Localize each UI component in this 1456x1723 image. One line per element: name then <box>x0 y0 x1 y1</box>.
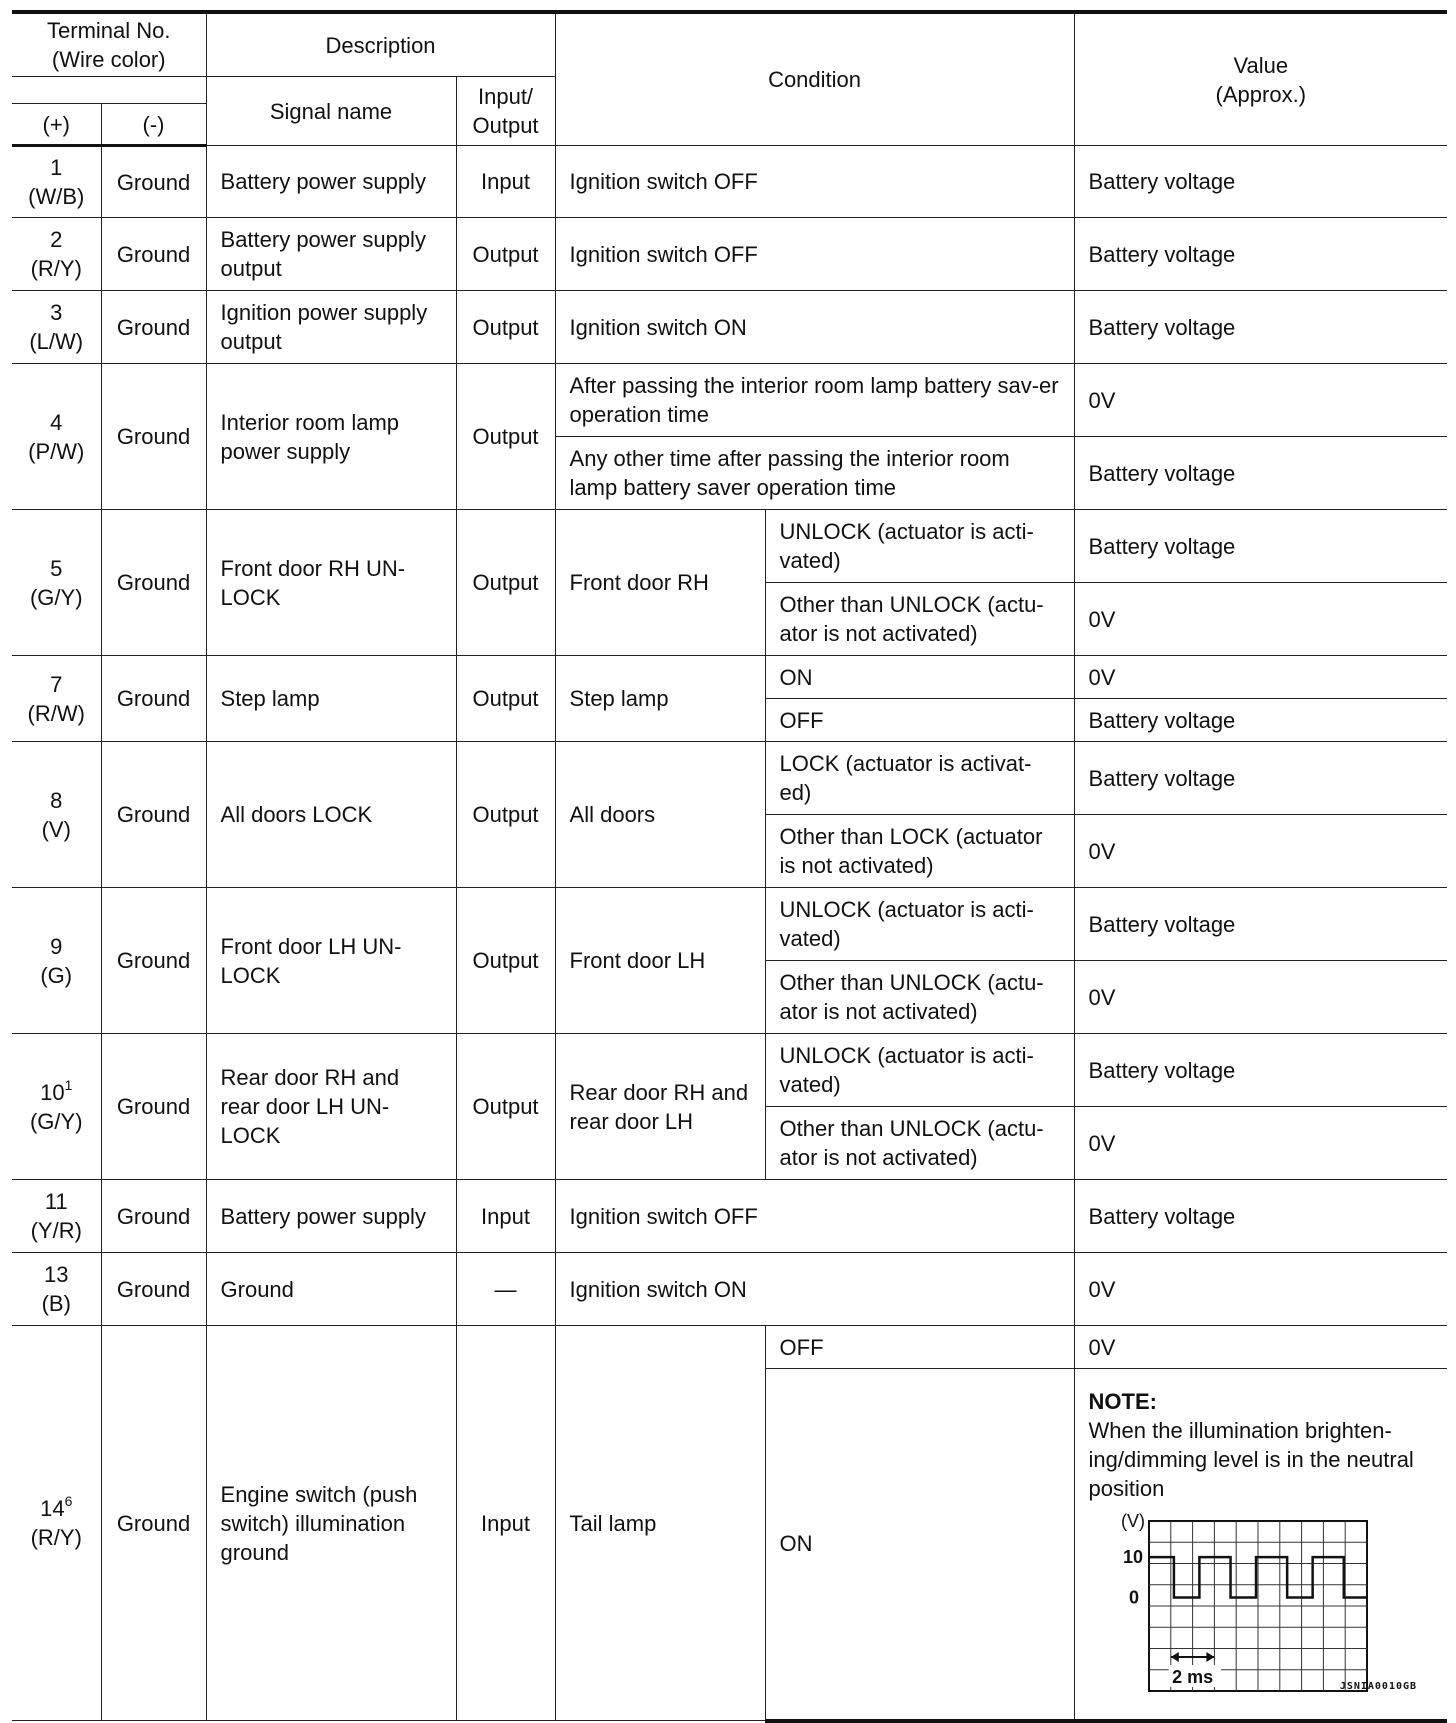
io-cell: Input <box>456 146 555 218</box>
terminal-cell: 8 (V) <box>12 742 101 888</box>
table-row <box>12 1034 1447 1107</box>
footnote-marker: 1 <box>64 1076 73 1093</box>
terminal-cell: $14^6$ (R/Y) <box>12 1326 101 1721</box>
minus-header: (-) <box>101 104 206 146</box>
sub-condition-cell: Other than UNLOCK (actu-ator is not activated) <box>765 1107 1074 1180</box>
sub-condition-cell: Other than UNLOCK (actu-ator is not activated) <box>765 583 1074 656</box>
ground-cell: Ground <box>101 510 206 656</box>
signal-name-cell: Battery power supply <box>206 1180 456 1253</box>
signal-name-cell: Battery power supply output <box>206 218 456 291</box>
condition-cell: Step lamp <box>555 656 765 742</box>
io-cell: Input <box>456 1326 555 1721</box>
sub-condition-cell: OFF <box>765 699 1074 742</box>
time-marker-arrow <box>1206 1652 1214 1662</box>
plus-header: (+) <box>12 104 101 146</box>
time-label: 2 ms <box>1171 1666 1213 1687</box>
io-cell: Output <box>456 1034 555 1180</box>
value-cell: Battery voltage <box>1074 218 1447 291</box>
ground-cell: Ground <box>101 656 206 742</box>
value-cell: Battery voltage <box>1074 291 1447 364</box>
signal-name-cell: Step lamp <box>206 656 456 742</box>
signal-name-cell: Interior room lamp power supply <box>206 364 456 510</box>
condition-cell: All doors <box>555 742 765 888</box>
ground-cell: Ground <box>101 1180 206 1253</box>
terminal-cell: 7 (R/W) <box>12 656 101 742</box>
value-header: Value (Approx.) <box>1074 12 1447 146</box>
value-cell: Battery voltage <box>1074 1034 1447 1107</box>
table-row <box>12 1253 1447 1326</box>
ground-cell: Ground <box>101 1034 206 1180</box>
table-row <box>12 888 1447 961</box>
condition-cell: After passing the interior room lamp battery sav-er operation time <box>555 364 1074 437</box>
ground-cell: Ground <box>101 291 206 364</box>
y-unit-label: (V) <box>1120 1510 1145 1531</box>
table-row <box>12 1326 1447 1369</box>
description-header: Description <box>206 12 555 77</box>
terminal-cell: $10^1$ (G/Y) <box>12 1034 101 1180</box>
value-cell: Battery voltage <box>1074 888 1447 961</box>
signal-name-cell: Front door LH UN-LOCK <box>206 888 456 1034</box>
value-cell: Battery voltage <box>1074 437 1447 510</box>
signal-name-cell: Ignition power supply output <box>206 291 456 364</box>
waveform-plot <box>1089 1509 1429 1699</box>
sub-condition-cell: UNLOCK (actuator is acti-vated) <box>765 1034 1074 1107</box>
value-cell: Battery voltage <box>1074 742 1447 815</box>
io-cell: Output <box>456 291 555 364</box>
condition-cell: Any other time after passing the interior room lamp battery saver operation time <box>555 437 1074 510</box>
io-header: Input/ Output <box>456 77 555 146</box>
terminal-cell: 2 (R/Y) <box>12 218 101 291</box>
condition-cell: Front door LH <box>555 888 765 1034</box>
y-tick-label: 0 <box>1128 1587 1139 1608</box>
table-row <box>12 510 1447 583</box>
value-cell: Battery voltage <box>1074 1180 1447 1253</box>
terminal-cell: 1 (W/B) <box>12 146 101 218</box>
sub-condition-cell: ON <box>765 1369 1074 1721</box>
ground-cell: Ground <box>101 364 206 510</box>
value-cell: 0V <box>1074 1107 1447 1180</box>
value-cell: 0V <box>1074 656 1447 699</box>
sub-condition-cell: ON <box>765 656 1074 699</box>
signal-name-cell: Front door RH UN-LOCK <box>206 510 456 656</box>
sub-condition-cell: Other than UNLOCK (actu-ator is not activated) <box>765 961 1074 1034</box>
value-cell: 0V <box>1074 961 1447 1034</box>
value-cell: 0V <box>1074 1326 1447 1369</box>
value-cell: Battery voltage <box>1074 146 1447 218</box>
io-cell: Output <box>456 888 555 1034</box>
terminal-cell: 3 (L/W) <box>12 291 101 364</box>
value-cell: Battery voltage <box>1074 699 1447 742</box>
sub-condition-cell: LOCK (actuator is activat-ed) <box>765 742 1074 815</box>
condition-cell: Ignition switch ON <box>555 291 1074 364</box>
condition-cell: Front door RH <box>555 510 765 656</box>
terminal-cell: 13 (B) <box>12 1253 101 1326</box>
io-cell: Input <box>456 1180 555 1253</box>
table-row <box>12 656 1447 699</box>
condition-cell: Tail lamp <box>555 1326 765 1721</box>
table-row <box>12 1180 1447 1253</box>
io-cell: Output <box>456 742 555 888</box>
value-cell: 0V <box>1074 1253 1447 1326</box>
sub-condition-cell: UNLOCK (actuator is acti-vated) <box>765 510 1074 583</box>
signal-name-cell: Engine switch (push switch) illumination ground <box>206 1326 456 1721</box>
terminal-header-spacer <box>12 77 206 104</box>
ground-cell: Ground <box>101 888 206 1034</box>
io-cell: Output <box>456 510 555 656</box>
signal-name-cell: Battery power supply <box>206 146 456 218</box>
ground-cell: Ground <box>101 218 206 291</box>
ground-cell: Ground <box>101 1253 206 1326</box>
ground-cell: Ground <box>101 146 206 218</box>
io-cell: Output <box>456 364 555 510</box>
condition-header: Condition <box>555 12 1074 146</box>
figure-code: JSNIA0010GB <box>1339 1680 1418 1692</box>
note-text: When the illumination brighten-ing/dimming level is in the neutral position <box>1088 1417 1414 1501</box>
terminal-cell: 5 (G/Y) <box>12 510 101 656</box>
signal-name-cell: All doors LOCK <box>206 742 456 888</box>
terminal-cell: 11 (Y/R) <box>12 1180 101 1253</box>
value-cell: 0V <box>1074 815 1447 888</box>
table-row <box>12 742 1447 815</box>
terminal-no-header: Terminal No. (Wire color) <box>12 12 206 77</box>
terminal-spec-table <box>12 10 1447 1723</box>
value-cell: 0V <box>1074 583 1447 656</box>
terminal-cell: 4 (P/W) <box>12 364 101 510</box>
terminal-cell: 9 (G) <box>12 888 101 1034</box>
sub-condition-cell: OFF <box>765 1326 1074 1369</box>
io-cell: — <box>456 1253 555 1326</box>
y-tick-label: 10 <box>1122 1546 1143 1567</box>
sub-condition-cell: Other than LOCK (actuator is not activated) <box>765 815 1074 888</box>
table-row <box>12 364 1447 437</box>
condition-cell: Ignition switch OFF <box>555 146 1074 218</box>
condition-cell: Ignition switch OFF <box>555 218 1074 291</box>
signal-name-header: Signal name <box>206 77 456 146</box>
time-marker-arrow <box>1170 1652 1178 1662</box>
note-title: NOTE: <box>1088 1388 1157 1414</box>
condition-cell: Ignition switch ON <box>555 1253 1074 1326</box>
value-cell: Battery voltage <box>1074 510 1447 583</box>
signal-name-cell: Rear door RH and rear door LH UN-LOCK <box>206 1034 456 1180</box>
condition-cell: Ignition switch OFF <box>555 1180 1074 1253</box>
io-cell: Output <box>456 218 555 291</box>
table-row <box>12 291 1447 364</box>
condition-cell: Rear door RH and rear door LH <box>555 1034 765 1180</box>
table-row <box>12 218 1447 291</box>
value-cell: 0V <box>1074 364 1447 437</box>
waveform-figure <box>1089 1509 1434 1699</box>
ground-cell: Ground <box>101 742 206 888</box>
table-row <box>12 146 1447 218</box>
footnote-marker: 6 <box>64 1493 73 1509</box>
ground-cell: Ground <box>101 1326 206 1721</box>
signal-name-cell: Ground <box>206 1253 456 1326</box>
io-cell: Output <box>456 656 555 742</box>
sub-condition-cell: UNLOCK (actuator is acti-vated) <box>765 888 1074 961</box>
value-cell <box>1074 1369 1447 1721</box>
